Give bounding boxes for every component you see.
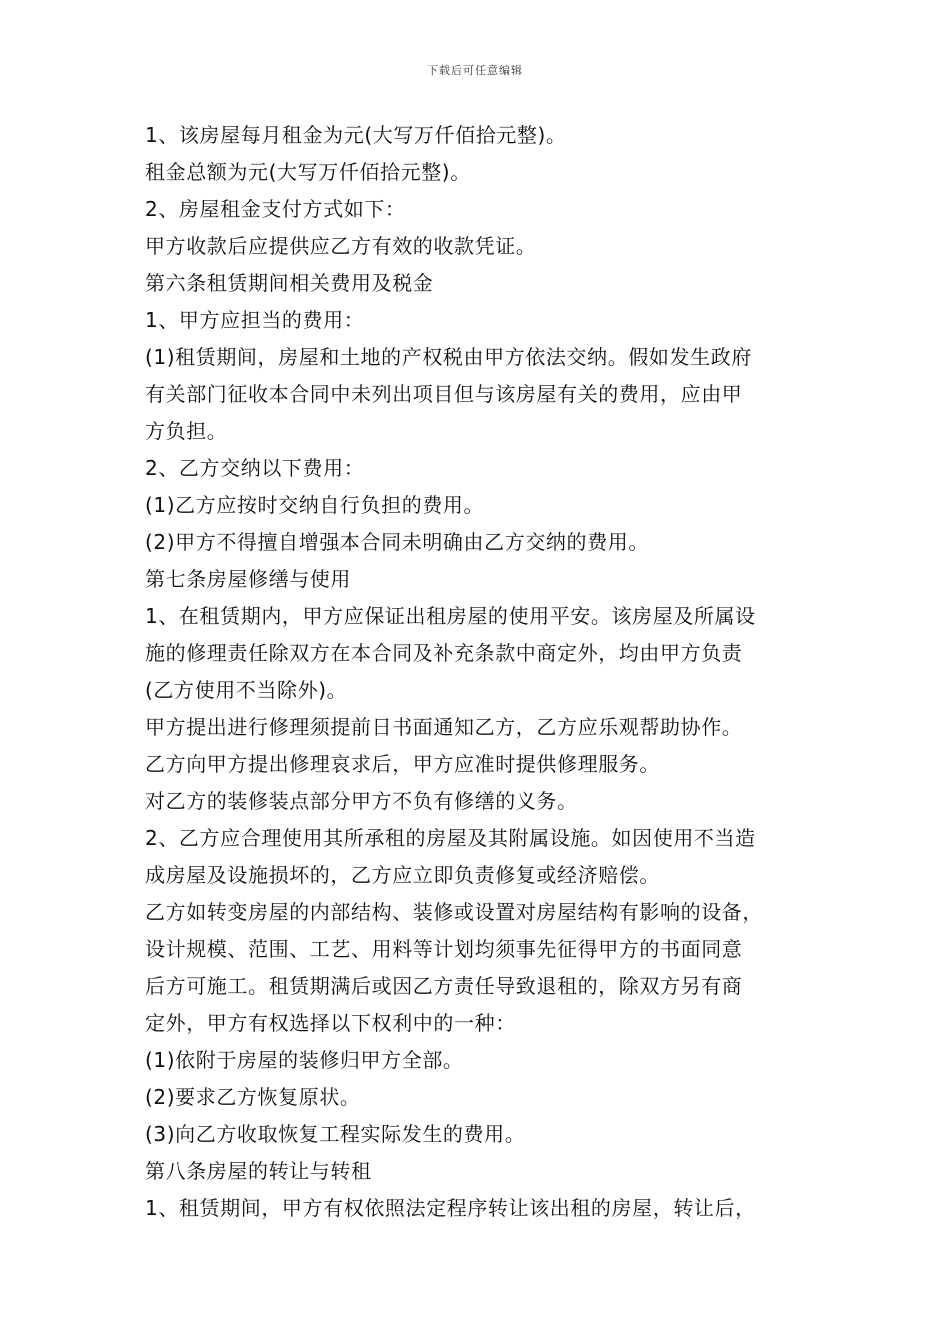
text-line: (1)依附于房屋的装修归甲方全部。 [145,1048,464,1072]
text-line: 2、房屋租金支付方式如下： [145,197,406,221]
text-line: (乙方使用不当除外)。 [145,678,348,702]
document-body [145,117,810,1227]
text-line: 乙方如转变房屋的内部结构、装修或设置对房屋结构有影响的设备， [145,900,763,924]
section-heading: 第八条房屋的转让与转租 [145,1159,372,1183]
section-heading: 第六条租赁期间相关费用及税金 [145,271,434,295]
text-line: (2)要求乙方恢复原状。 [145,1085,361,1109]
text-line: 施的修理责任除双方在本合同及补充条款中商定外，均由甲方负责 [145,641,743,665]
text-line: 1、甲方应担当的费用： [145,308,365,332]
text-line: (1)租赁期间，房屋和土地的产权税由甲方依法交纳。假如发生政府 [145,345,752,369]
text-line: 甲方收款后应提供应乙方有效的收款凭证。 [145,234,537,258]
text-line: 设计规模、范围、工艺、用料等计划均须事先征得甲方的书面同意 [145,937,743,961]
page-header: 下载后可任意编辑 [427,64,523,77]
text-line: 成房屋及设施损坏的，乙方应立即负责修复或经济赔偿。 [145,863,660,887]
text-line: (2)甲方不得擅自增强本合同未明确由乙方交纳的费用。 [145,530,649,554]
text-line: 定外，甲方有权选择以下权利中的一种： [145,1011,516,1035]
text-line: (3)向乙方收取恢复工程实际发生的费用。 [145,1122,526,1146]
text-line: 1、租赁期间，甲方有权依照法定程序转让该出租的房屋，转让后， [145,1196,756,1220]
text-line: 1、该房屋每月租金为元(大写万仟佰拾元整)。 [145,123,567,147]
text-line: 方负担。 [145,419,228,443]
text-line: 对乙方的装修装点部分甲方不负有修缮的义务。 [145,789,578,813]
text-line: 乙方向甲方提出修理哀求后，甲方应准时提供修理服务。 [145,752,660,776]
text-line: 后方可施工。租赁期满后或因乙方责任导致退租的，除双方另有商 [145,974,743,998]
text-line: 1、在租赁期内，甲方应保证出租房屋的使用平安。该房屋及所属设 [145,604,756,628]
text-line: 租金总额为元(大写万仟佰拾元整)。 [145,160,471,184]
text-line: 甲方提出进行修理须提前日书面通知乙方，乙方应乐观帮助协作。 [145,715,743,739]
text-line: 2、乙方应合理使用其所承租的房屋及其附属设施。如因使用不当造 [145,826,756,850]
text-line: (1)乙方应按时交纳自行负担的费用。 [145,493,485,517]
text-line: 有关部门征收本合同中未列出项目但与该房屋有关的费用，应由甲 [145,382,743,406]
text-line: 2、乙方交纳以下费用： [145,456,365,480]
section-heading: 第七条房屋修缮与使用 [145,567,351,591]
